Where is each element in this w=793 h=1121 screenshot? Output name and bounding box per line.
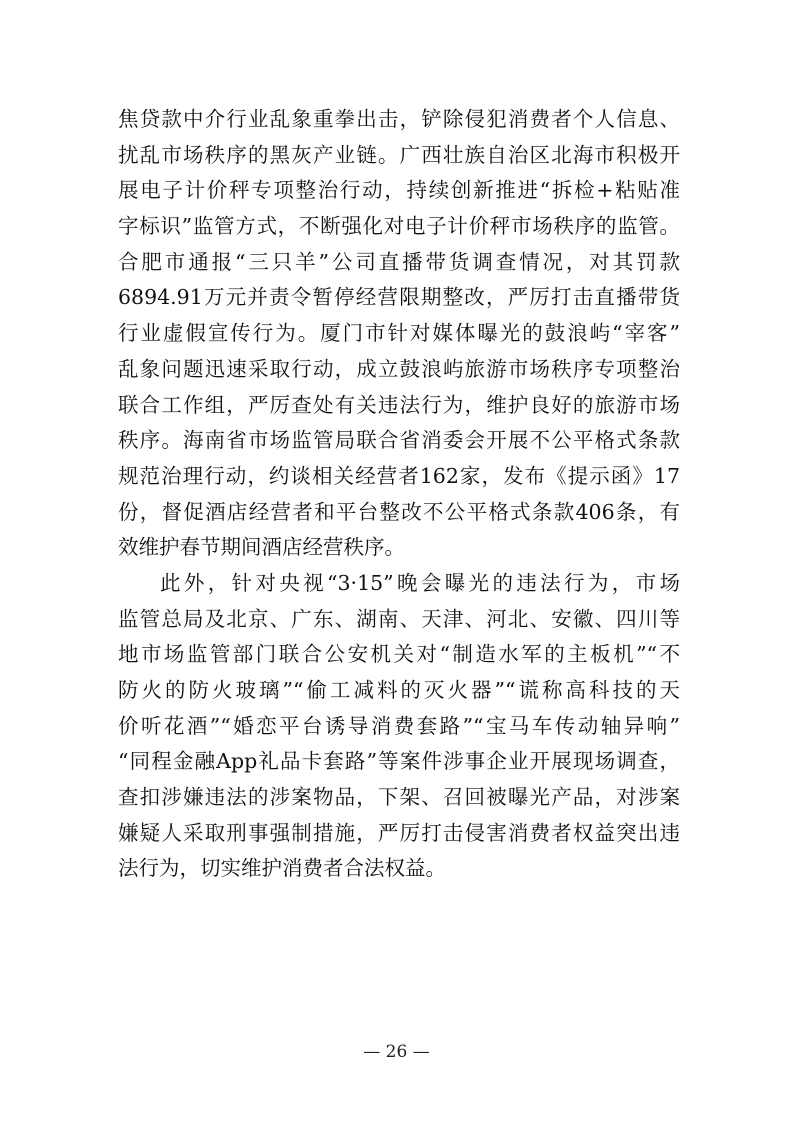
text-line-14-paragraph-start: 此外，针对央视“3·15”晚会曝光的违法行为，市场 bbox=[160, 570, 680, 595]
text-line-18: 价听花酒”“婚恋平台诱导消费套路”“宝马车传动轴异响” bbox=[118, 713, 680, 738]
text-line-13: 效维护春节期间酒店经营秩序。 bbox=[118, 535, 405, 560]
page-number: — 26 — bbox=[363, 1042, 430, 1062]
text-line-15: 监管总局及北京、广东、湖南、天津、河北、安徽、四川等 bbox=[118, 606, 680, 631]
body-text bbox=[118, 102, 680, 887]
text-line-9: 联合工作组，严厉查处有关违法行为，维护良好的旅游市场 bbox=[118, 392, 680, 417]
text-line-22: 法行为，切实维护消费者合法权益。 bbox=[118, 856, 446, 881]
text-line-1: 焦贷款中介行业乱象重拳出击，铲除侵犯消费者个人信息、 bbox=[118, 107, 680, 131]
text-line-12: 份，督促酒店经营者和平台整改不公平格式条款406条，有 bbox=[118, 499, 680, 524]
text-line-3: 展电子计价秤专项整治行动，持续创新推进“拆检+粘贴准 bbox=[118, 178, 680, 203]
text-line-10: 秩序。海南省市场监管局联合省消委会开展不公平格式条款 bbox=[118, 428, 680, 453]
text-line-6: 6894.91万元并责令暂停经营限期整改，严厉打击直播带货 bbox=[118, 285, 680, 310]
text-line-11: 规范治理行动，约谈相关经营者162家，发布《提示函》17 bbox=[118, 463, 680, 488]
text-line-17: 防火的防火玻璃”“偷工减料的灭火器”“谎称高科技的天 bbox=[118, 678, 680, 702]
text-line-19: “同程金融App礼品卡套路”等案件涉事企业开展现场调查， bbox=[118, 749, 680, 774]
text-line-2: 扰乱市场秩序的黑灰产业链。广西壮族自治区北海市积极开 bbox=[118, 142, 680, 167]
text-line-8: 乱象问题迅速采取行动，成立鼓浪屿旅游市场秩序专项整治 bbox=[118, 356, 680, 381]
text-line-5: 合肥市通报“三只羊”公司直播带货调查情况，对其罚款 bbox=[118, 249, 680, 274]
text-line-7: 行业虚假宣传行为。厦门市针对媒体曝光的鼓浪屿“宰客” bbox=[118, 321, 680, 346]
text-line-20: 查扣涉嫌违法的涉案物品，下架、召回被曝光产品，对涉案 bbox=[118, 785, 680, 810]
text-line-16: 地市场监管部门联合公安机关对“制造水军的主板机”“不 bbox=[118, 642, 680, 667]
text-line-21: 嫌疑人采取刑事强制措施，严厉打击侵害消费者权益突出违 bbox=[118, 820, 680, 845]
text-line-4: 字标识”监管方式，不断强化对电子计价秤市场秩序的监管。 bbox=[118, 214, 680, 239]
